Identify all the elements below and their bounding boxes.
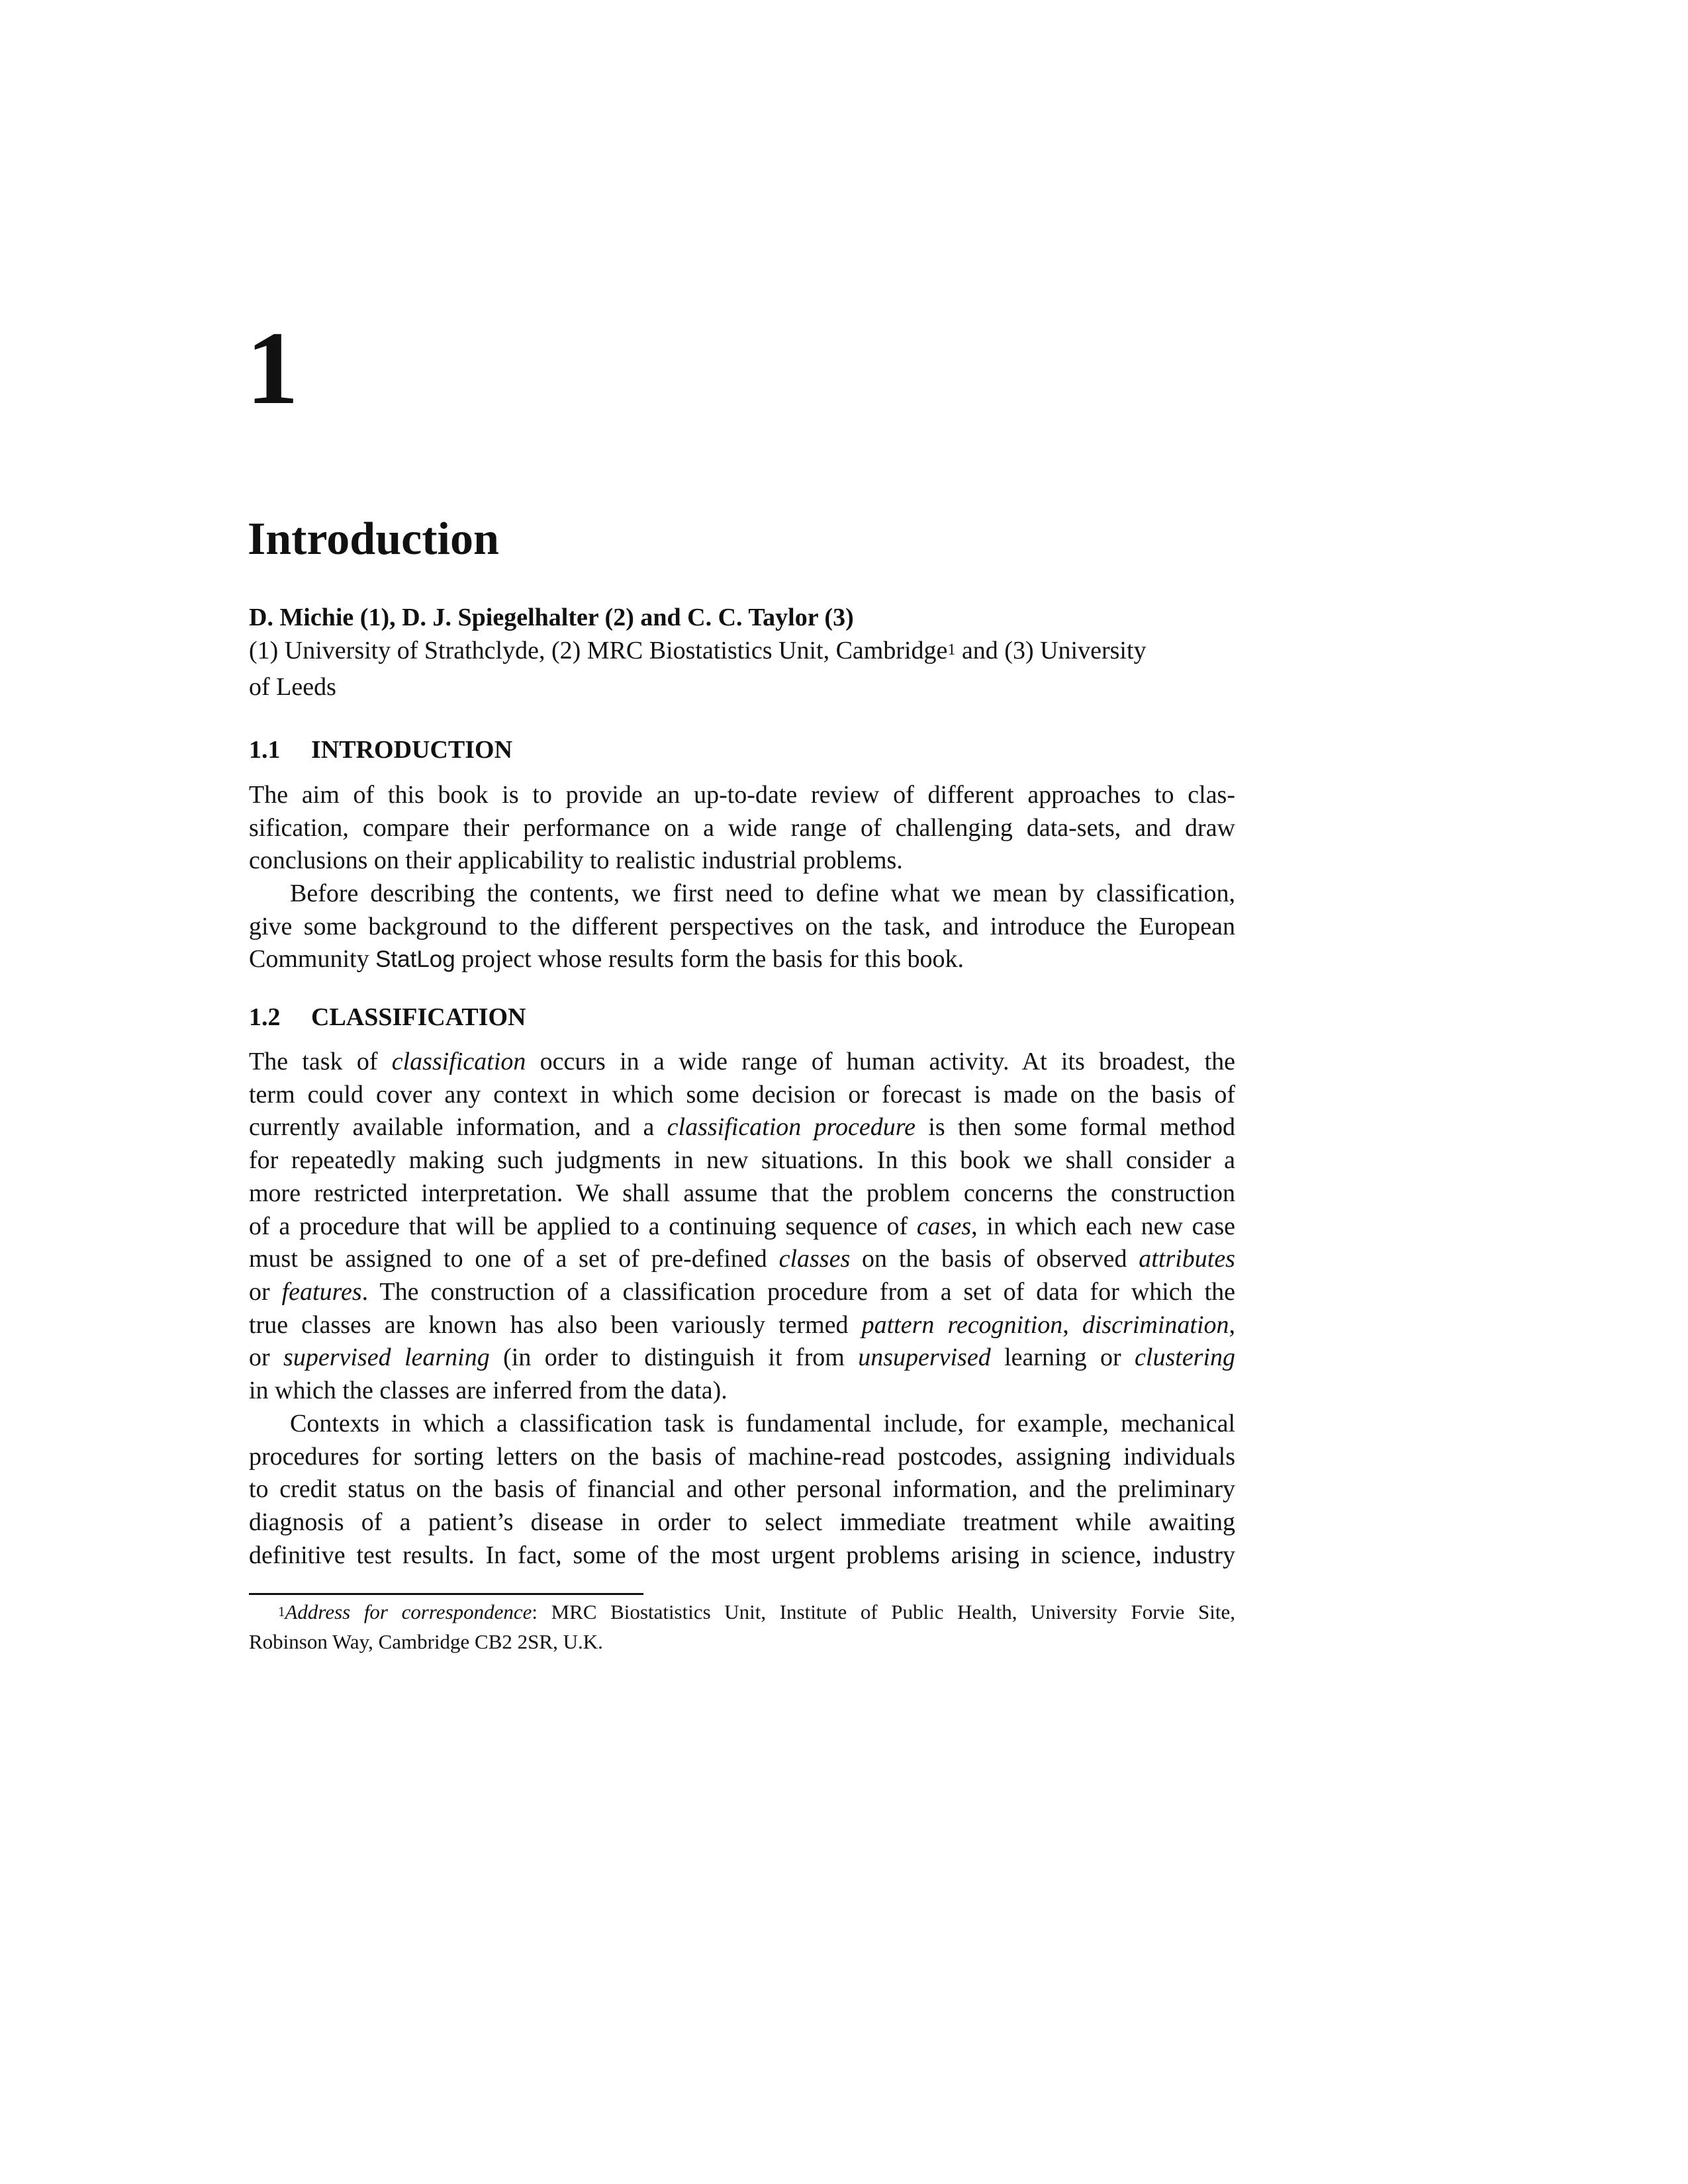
section-title: CLASSIFICATION bbox=[311, 1003, 526, 1031]
paragraph-line: in which the classes are inferred from the data). bbox=[249, 1377, 727, 1405]
paragraph-line: The aim of this book is to provide an up-to-date review of different approaches to clas- bbox=[249, 781, 1235, 809]
footnote-label: Address for correspondence bbox=[285, 1600, 532, 1623]
author-list: D. Michie (1), D. J. Spiegelhalter (2) and C. C. Taylor (3) bbox=[249, 604, 854, 631]
paragraph-line: give some background to the different perspectives on the task, and introduce the European bbox=[249, 912, 1235, 940]
text-run: must be assigned to one of a set of pre-defined bbox=[249, 1245, 779, 1273]
footnote-reference[interactable]: 1 bbox=[947, 641, 956, 659]
text-run: true classes are known has also been variously termed bbox=[249, 1310, 862, 1339]
paragraph-line: Before describing the contents, we first need to define what we mean by classification, bbox=[290, 880, 1235, 907]
paragraph-line: more restricted interpretation. We shall assume that the problem concerns the construction bbox=[249, 1179, 1235, 1207]
section-heading-introduction bbox=[249, 733, 1235, 766]
italic-term: cases bbox=[916, 1212, 972, 1240]
text-run: occurs in a wide range of human activity. At its broadest, the bbox=[526, 1048, 1235, 1075]
text-run: , in which each new case bbox=[971, 1212, 1236, 1240]
affiliation-text-line2: of Leeds bbox=[249, 673, 336, 701]
text-run: (in order to distinguish it from bbox=[489, 1343, 859, 1372]
text-run: on the basis of observed bbox=[850, 1245, 1139, 1273]
text-run: , bbox=[1062, 1310, 1082, 1339]
italic-term: clustering bbox=[1135, 1343, 1236, 1372]
section-number: 1.1 bbox=[249, 736, 281, 764]
text-run: . The construction of a classification procedure from a set of data for which the bbox=[361, 1277, 1236, 1306]
paragraph-contexts bbox=[249, 1408, 1235, 1572]
paragraph-line bbox=[249, 943, 1235, 976]
section-heading-classification bbox=[249, 1001, 1235, 1034]
affiliations bbox=[249, 634, 1235, 704]
footnote bbox=[249, 1598, 1235, 1656]
text-run: learning or bbox=[990, 1343, 1135, 1372]
footnote-text: : MRC Biostatistics Unit, Institute of Public Health, University Forvie Site, bbox=[532, 1600, 1235, 1623]
italic-term: discrimination bbox=[1082, 1310, 1229, 1339]
text-run: currently available information, and a bbox=[249, 1113, 667, 1142]
text-run: or bbox=[249, 1343, 284, 1372]
affiliation-text-continued: and (3) University bbox=[955, 637, 1147, 664]
paragraph-line bbox=[249, 1243, 1235, 1276]
text-run: project whose results form the basis for this book. bbox=[455, 945, 964, 974]
italic-term: classification procedure bbox=[667, 1113, 916, 1142]
text-run: or bbox=[249, 1277, 282, 1306]
text-run: is then some formal method bbox=[915, 1113, 1235, 1142]
italic-term: features bbox=[281, 1277, 362, 1306]
paragraph-line: Contexts in which a classification task is fundamental include, for example, mechanical bbox=[290, 1410, 1235, 1437]
text-run: Community bbox=[249, 945, 376, 974]
paragraph-line: diagnosis of a patient’s disease in order to select immediate treatment while awaiting bbox=[249, 1508, 1235, 1537]
paragraph-line bbox=[249, 1309, 1235, 1342]
text-run: of a procedure that will be applied to a continuing sequence of bbox=[249, 1212, 917, 1240]
paragraph-line: conclusions on their applicability to realistic industrial problems. bbox=[249, 846, 903, 875]
footnote-line: Robinson Way, Cambridge CB2 2SR, U.K. bbox=[249, 1630, 603, 1653]
chapter-number: 1 bbox=[246, 310, 299, 426]
paragraph-line bbox=[249, 1210, 1235, 1244]
footnote-line bbox=[249, 1598, 1235, 1628]
italic-term: attributes bbox=[1139, 1245, 1235, 1273]
paragraph-line bbox=[249, 1276, 1235, 1309]
paragraph-line: sification, compare their performance on a wide range of challenging data-sets, and draw bbox=[249, 813, 1235, 842]
footnote-marker: 1 bbox=[278, 1604, 285, 1619]
italic-term: classification bbox=[391, 1048, 526, 1075]
paragraph-line bbox=[249, 1046, 1235, 1079]
paragraph-line: term could cover any context in which some decision or forecast is made on the basis of bbox=[249, 1080, 1235, 1109]
italic-term: supervised learning bbox=[283, 1343, 490, 1372]
italic-term: classes bbox=[778, 1245, 851, 1273]
paragraph-contents bbox=[249, 878, 1235, 976]
text-run: , bbox=[1229, 1310, 1236, 1339]
chapter-title: Introduction bbox=[248, 514, 499, 565]
paragraph-line bbox=[249, 1111, 1235, 1144]
paragraph-classification bbox=[249, 1046, 1235, 1408]
text-run: The task of bbox=[249, 1048, 392, 1075]
paragraph-line: procedures for sorting letters on the basis of machine-read postcodes, assigning individuals bbox=[249, 1442, 1235, 1471]
paragraph-line: to credit status on the basis of financial and other personal information, and the preliminary bbox=[249, 1475, 1235, 1504]
paragraph-line bbox=[249, 1342, 1235, 1375]
footnote-divider bbox=[249, 1593, 643, 1595]
project-name: StatLog bbox=[375, 946, 455, 973]
paragraph-line: for repeatedly making such judgments in new situations. In this book we shall consider a bbox=[249, 1146, 1235, 1175]
affiliation-text: (1) University of Strathclyde, (2) MRC Biostatistics Unit, Cambridge bbox=[249, 637, 948, 664]
paragraph-line: definitive test results. In fact, some of the most urgent problems arising in science, industry bbox=[249, 1541, 1235, 1569]
section-number: 1.2 bbox=[249, 1003, 281, 1031]
paragraph-aim bbox=[249, 779, 1235, 878]
section-title: INTRODUCTION bbox=[311, 736, 513, 764]
italic-term: unsupervised bbox=[858, 1343, 991, 1372]
italic-term: pattern recognition bbox=[861, 1310, 1063, 1339]
